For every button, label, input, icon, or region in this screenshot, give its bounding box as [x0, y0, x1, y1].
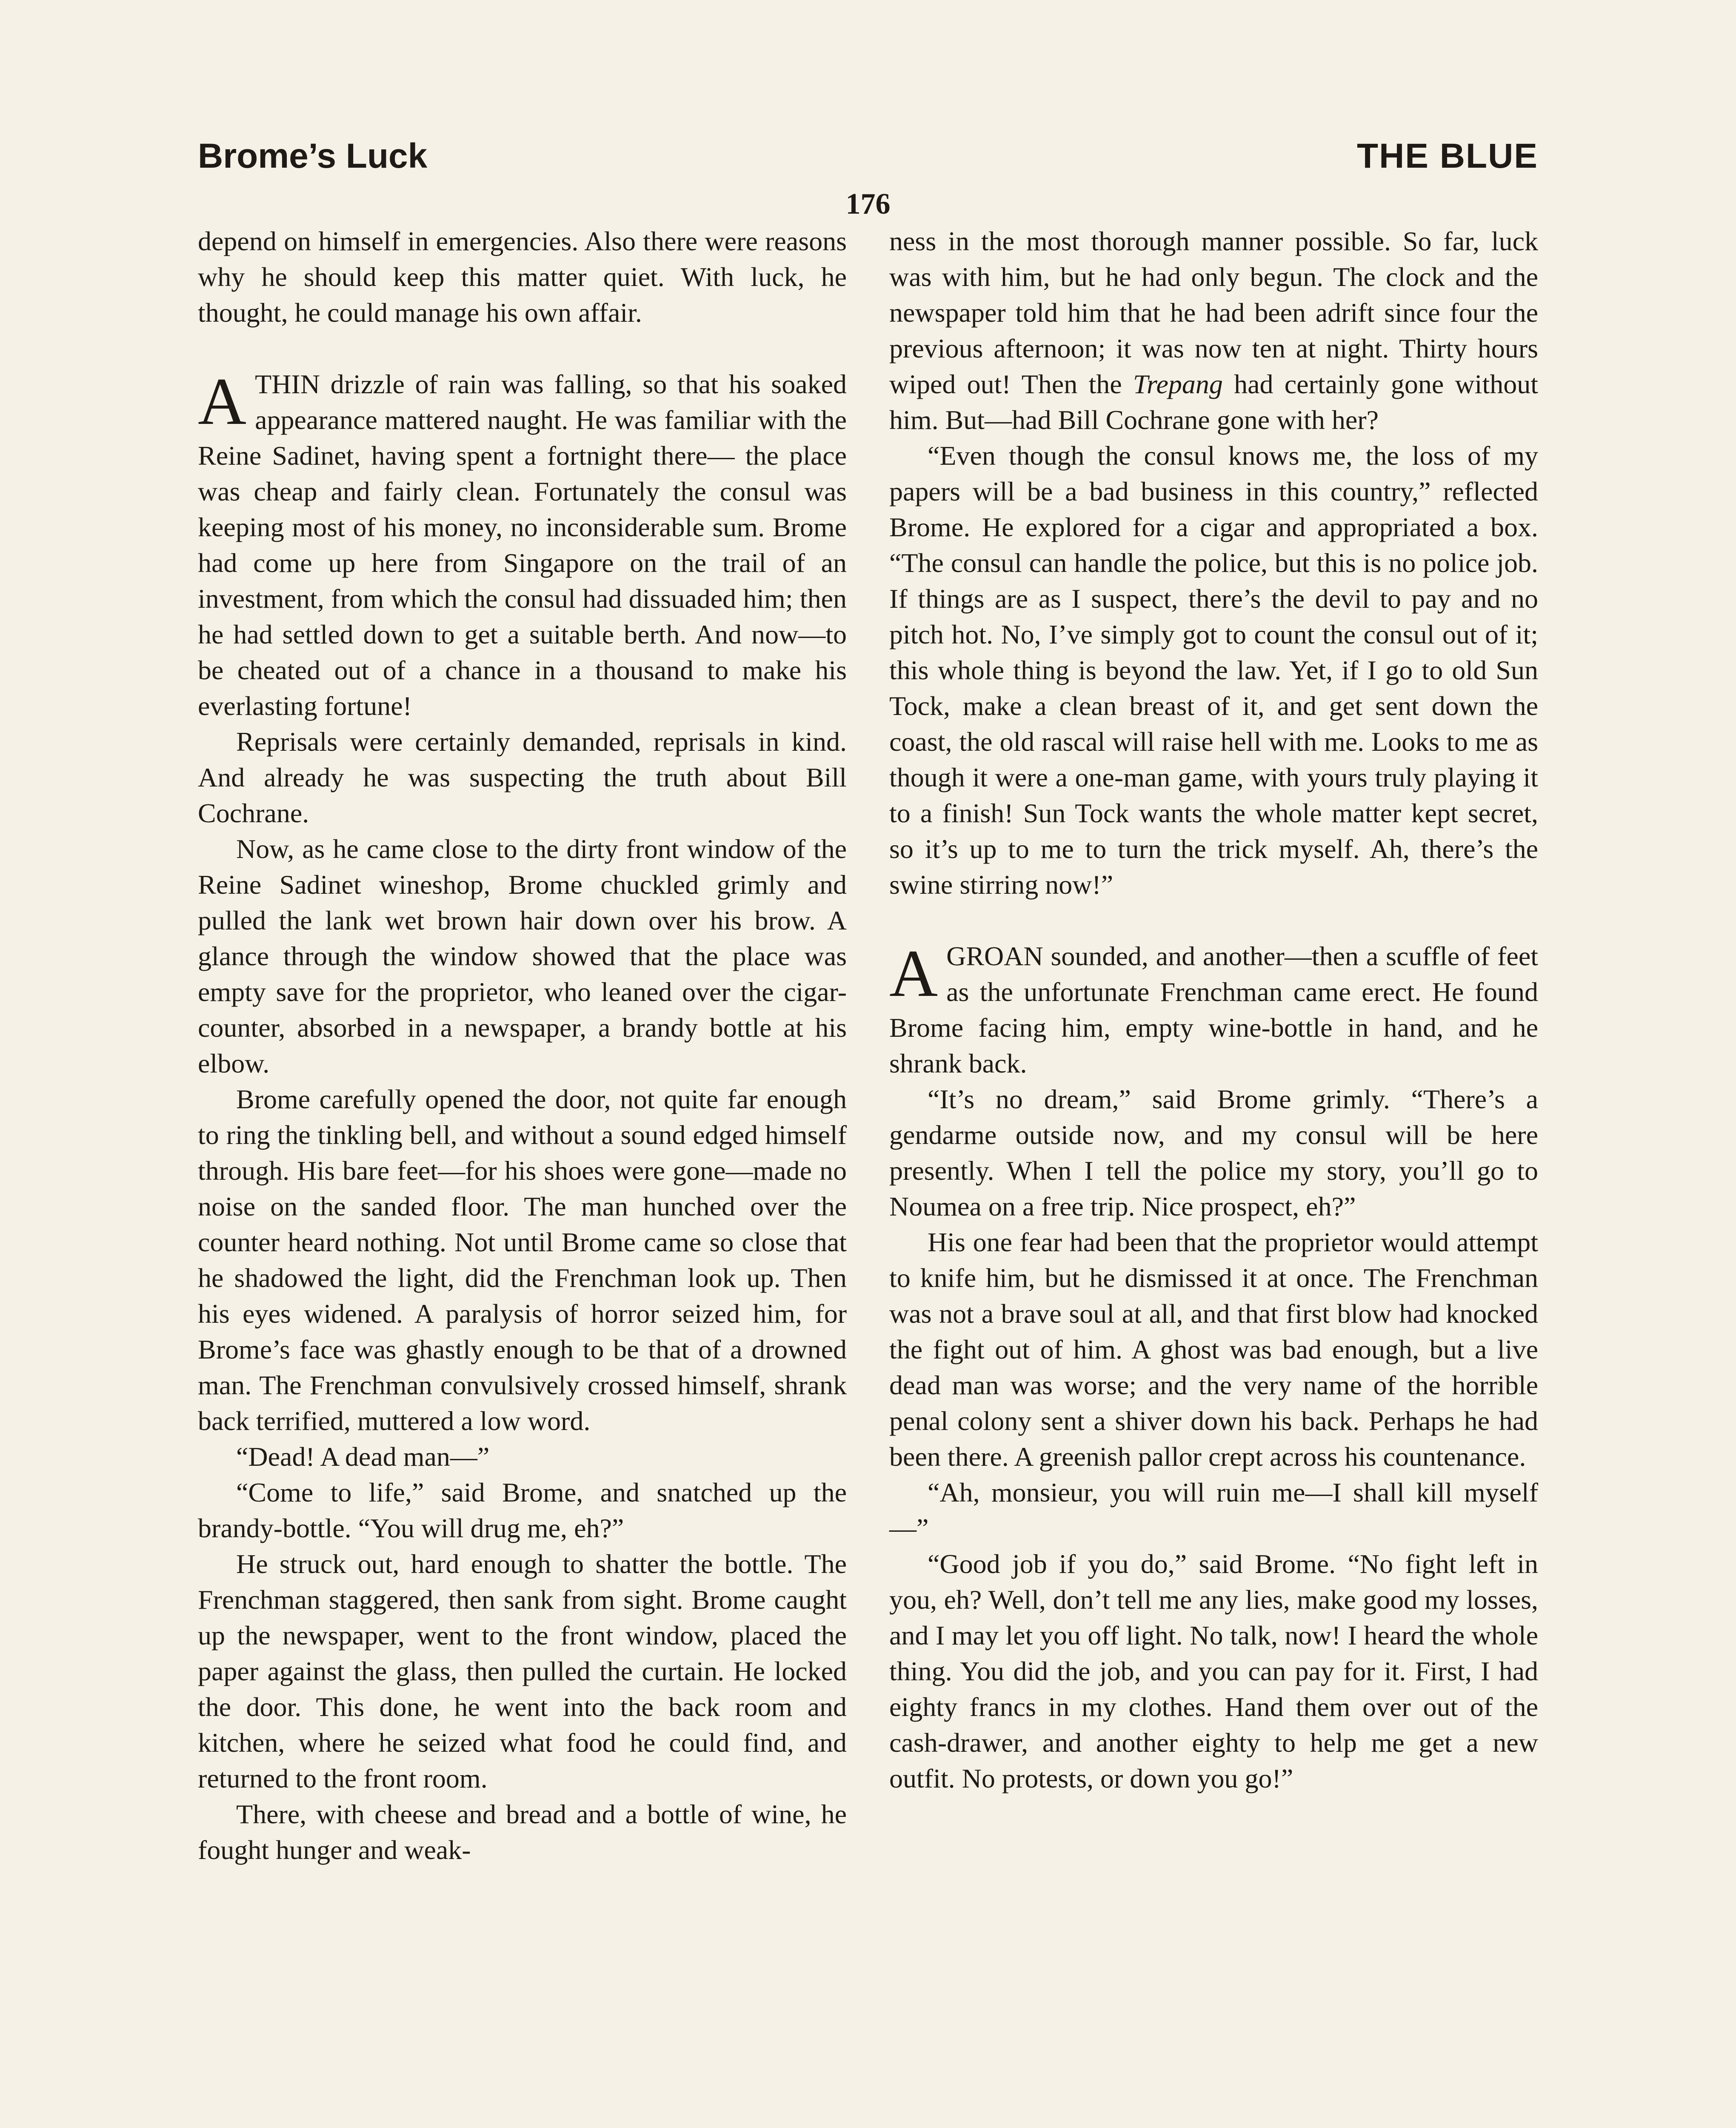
page-number: 176: [845, 188, 891, 220]
paragraph: “Even though the consul knows me, the loss of my papers will be a bad business in this country,” reflected Brome. He explored for a cigar and appropriated a box. “The consul can handle the police, but this is no police job. If things are as I suspect, there’s the devil to pay and no pitch hot. No, I’ve simply got to count the consul out of it; this whole thing is beyond the law. Yet, if I go to old Sun Tock, make a clean breast of it, and get sent down the coast, the old rascal will raise hell with me. Looks to me as though it were a one-man game, with yours truly playing it to a finish! Sun Tock wants the whole matter kept secret, so it’s up to me to turn the trick myself. Ah, there’s the swine stirring now!”: [889, 440, 1538, 900]
paragraph-text: THIN drizzle of rain was falling, so that his soaked appearance mattered naught. He was familiar with the Reine Sadinet, having spent a fortnight there— the place was cheap and fairly clean. Fortunately the consul was keeping most of his money, no inconsiderable sum. Brome had come up here from Singapore on the trail of an investment, from which the consul had dissuaded him; then he had settled down to get a suitable berth. And now—to be cheated out of a chance in a thousand to make his everlasting fortune!: [198, 369, 847, 721]
paragraph: His one fear had been that the proprietor would attempt to knife him, but he dismissed it at once. The Frenchman was not a brave soul at all, and that first blow had knocked the fight out of him. A ghost was bad enough, but a live dead man was worse; and the very name of the horrible penal colony sent a shiver down his back. Perhaps he had been there. A greenish pallor crept across his countenance.: [889, 1227, 1538, 1472]
paragraph: [889, 223, 1538, 438]
paragraph: “Good job if you do,” said Brome. “No fight left in you, eh? Well, don’t tell me any lies, make good my losses, and I may let you off light. No talk, now! I heard the whole thing. You did the job, and you can pay for it. First, I had eighty francs in my clothes. Hand them over out of the cash-drawer, and another eighty to help me get a new outfit. No protests, or down you go!”: [889, 1549, 1538, 1793]
paragraph-text: GROAN sounded, and another—then a scuffle of feet as the unfortunate Frenchman came erect. He found Brome facing him, empty wine-bottle in hand, and he shrank back.: [889, 941, 1538, 1078]
right-column: [889, 223, 1538, 1796]
left-column: [198, 223, 847, 1868]
ship-name: Trepang: [1133, 369, 1223, 399]
paragraph: Brome carefully opened the door, not quite far enough to ring the tinkling bell, and without a sound edged himself through. His bare feet—for his shoes were gone—made no noise on the sanded floor. The man hunched over the counter heard nothing. Not until Brome came so close that he shadowed the light, did the Frenchman look up. Then his eyes widened. A paralysis of horror seized him, for Brome’s face was ghastly enough to be that of a drowned man. The Frenchman convulsively crossed himself, shrank back terrified, muttered a low word.: [198, 1084, 847, 1436]
paragraph: “It’s no dream,” said Brome grimly. “There’s a gendarme outside now, and my consul will be here presently. When I tell the police my story, you’ll go to Noumea on a free trip. Nice prospect, eh?”: [889, 1084, 1538, 1221]
paragraph: There, with cheese and bread and a bottle of wine, he fought hunger and weak-: [198, 1799, 847, 1865]
paragraph: Now, as he came close to the dirty front window of the Reine Sadinet wineshop, Brome chuckled grimly and pulled the lank wet brown hair down over his brow. A glance through the window showed that the place was empty save for the proprietor, who leaned over the cigar-counter, absorbed in a newspaper, a brandy bottle at his elbow.: [198, 834, 847, 1078]
paragraph: Reprisals were certainly demanded, reprisals in kind. And already he was suspecting the truth about Bill Cochrane.: [198, 726, 847, 828]
running-head: [198, 136, 1538, 187]
paragraph-dropcap: [198, 366, 847, 724]
paragraph: “Come to life,” said Brome, and snatched up the brandy-bottle. “You will drug me, eh?”: [198, 1477, 847, 1543]
magazine-title: THE BLUE: [1357, 137, 1538, 175]
paragraph: depend on himself in emergencies. Also there were reasons why he should keep this matter quiet. With luck, he thought, he could manage his own affair.: [198, 226, 847, 328]
paragraph-dropcap: [889, 938, 1538, 1081]
paragraph-text: ness in the most thorough manner possible. So far, luck was with him, but he had only begun. The clock and the newspaper told him that he had been adrift since four the previous afternoon; it was now ten at night. Thirty hours wiped out! Then the: [889, 226, 1538, 399]
drop-cap: A: [198, 364, 247, 439]
story-title: Brome’s Luck: [198, 137, 428, 175]
paragraph: “Ah, monsieur, you will ruin me—I shall kill myself—”: [889, 1477, 1538, 1543]
paragraph: He struck out, hard enough to shatter the bottle. The Frenchman staggered, then sank from sight. Brome caught up the newspaper, went to the front window, placed the paper against the glass, then pulled the curtain. He locked the door. This done, he went into the back room and kitchen, where he seized what food he could find, and returned to the front room.: [198, 1549, 847, 1793]
drop-cap: A: [889, 936, 938, 1011]
paragraph: “Dead! A dead man—”: [236, 1442, 490, 1472]
paragraph-text: had certainly gone without him. But—had Bill Cochrane gone with her?: [889, 369, 1539, 435]
